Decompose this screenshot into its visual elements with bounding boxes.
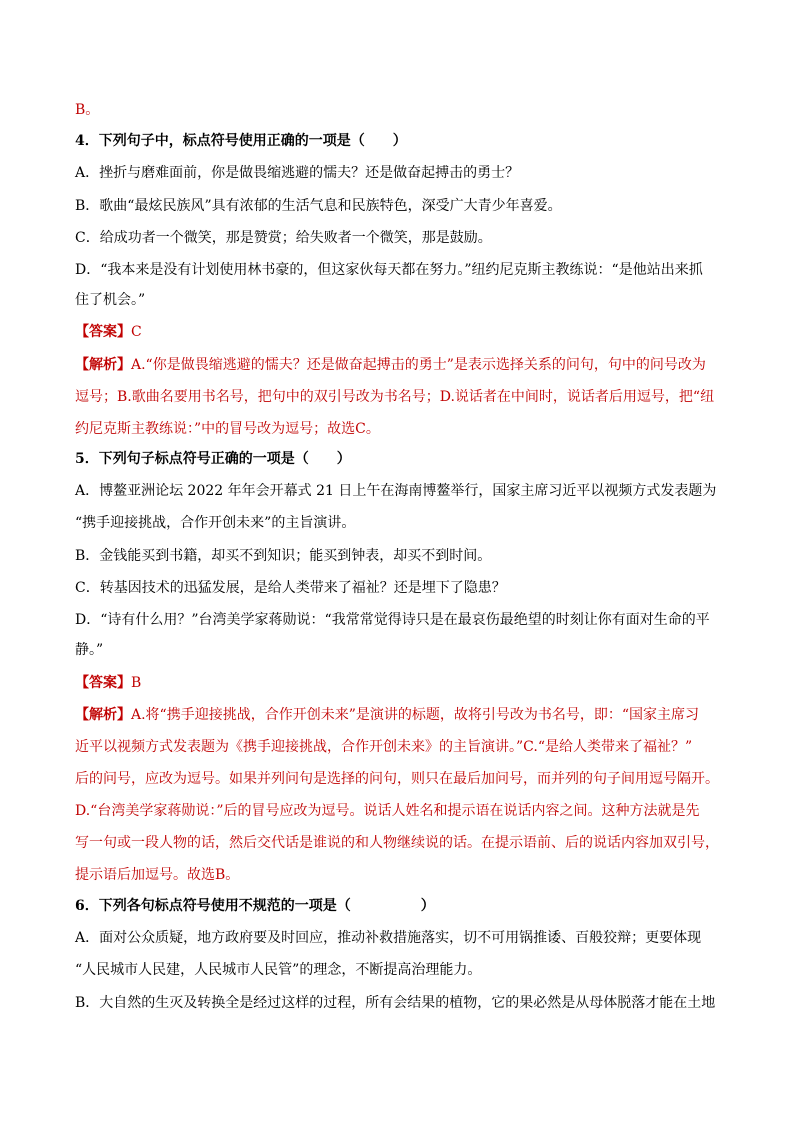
question-5-option-a-cont: “携手迎接挑战，合作开创未来”的主旨演讲。 bbox=[75, 515, 356, 531]
question-4-option-b: B．歌曲“最炫民族风”具有浓郁的生活气息和民族特色，深受广大青少年喜爱。 bbox=[75, 198, 562, 214]
question-4-explanation-cont-2: 约尼克斯主教练说：”中的冒号改为逗号；故选C。 bbox=[75, 421, 380, 437]
answer-label: 【答案】 bbox=[75, 675, 131, 691]
question-5-explanation-cont-1: 近平以视频方式发表题为《携手迎接挑战，合作开创未来》的主旨演讲。”C.“是给人类带来了福祉？” bbox=[75, 739, 693, 755]
question-5-explanation bbox=[75, 705, 725, 725]
question-5-option-d: D．“诗有什么用？”台湾美学家蒋勋说：“我常常觉得诗只是在最哀伤最绝望的时刻让你有面对生命的平 bbox=[75, 612, 710, 628]
question-4-explanation bbox=[75, 355, 725, 375]
question-5-stem: 5．下列句子标点符号正确的一项是（ ） bbox=[75, 451, 351, 467]
answer-label: 【答案】 bbox=[75, 324, 131, 340]
question-5-explanation-cont-3: D.“台湾美学家蒋勋说：”后的冒号应改为逗号。说话人姓名和提示语在说话内容之间。这种方法就是先 bbox=[75, 803, 700, 819]
question-5-explanation-cont-4: 写一句或一段人物的话，然后交代话是谁说的和人物继续说的话。在提示语前、后的说话内容加双引号， bbox=[75, 835, 719, 851]
explanation-text: A.“你是做畏缩逃避的懦夫？还是做奋起搏击的勇士”是表示选择关系的问句，句中的问号改为 bbox=[131, 357, 706, 373]
question-4-option-d-cont: 住了机会。” bbox=[75, 292, 146, 308]
question-5-answer bbox=[75, 673, 725, 693]
answer-value: C bbox=[131, 324, 142, 340]
question-6-option-a: A．面对公众质疑，地方政府要及时回应，推动补救措施落实，切不可用锅推诿、百般狡辩；更要体现 bbox=[75, 930, 702, 946]
question-5-explanation-cont-5: 提示语后加逗号。故选B。 bbox=[75, 867, 240, 883]
question-4-answer bbox=[75, 322, 725, 342]
prev-answer-tail: B。 bbox=[75, 102, 100, 118]
question-4-stem: 4．下列句子中，标点符号使用正确的一项是（ ） bbox=[75, 133, 407, 149]
question-5-option-d-cont: 静。” bbox=[75, 642, 104, 658]
question-4-option-d: D．“我本来是没有计划使用林书豪的，但这家伙每天都在努力。”纽约尼克斯主教练说：“是他站出来抓 bbox=[75, 262, 703, 278]
question-6-stem: 6．下列各句标点符号使用不规范的一项是（ ） bbox=[75, 898, 435, 914]
explanation-label: 【解析】 bbox=[75, 707, 131, 723]
question-5-option-c: C．转基因技术的迅猛发展，是给人类带来了福祉？还是埋下了隐患？ bbox=[75, 580, 506, 596]
question-4-option-a: A．挫折与磨难面前，你是做畏缩逃避的懦夫？还是做奋起搏击的勇士？ bbox=[75, 165, 520, 181]
explanation-label: 【解析】 bbox=[75, 357, 131, 373]
question-4-explanation-cont-1: 逗号；B.歌曲名要用书名号，把句中的双引号改为书名号；D.说话者在中间时，说话者后用逗号，把“纽 bbox=[75, 389, 715, 405]
question-6-option-b: B．大自然的生灭及转换全是经过这样的过程，所有会结果的植物，它的果必然是从母体脱落才能在土地 bbox=[75, 995, 716, 1011]
answer-value: B bbox=[131, 675, 142, 691]
explanation-text: A.将“携手迎接挑战，合作开创未来”是演讲的标题，故将引号改为书名号，即：“国家主席习 bbox=[131, 707, 700, 723]
question-6-option-a-cont: “人民城市人民建，人民城市人民管”的理念，不断提高治理能力。 bbox=[75, 962, 482, 978]
question-5-option-a: A．博鳌亚洲论坛 2022 年年会开幕式 21 日上午在海南博鳌举行，国家主席习近平以视频方式发表题为 bbox=[75, 483, 717, 499]
question-5-option-b: B．金钱能买到书籍，却买不到知识；能买到钟表，却买不到时间。 bbox=[75, 548, 492, 564]
question-4-option-c: C．给成功者一个微笑，那是赞赏；给失败者一个微笑，那是鼓励。 bbox=[75, 230, 492, 246]
question-5-explanation-cont-2: 后的问号，应改为逗号。如果并列问句是选择的问句，则只在最后加问号，而并列的句子间用逗号隔开。 bbox=[75, 771, 719, 787]
